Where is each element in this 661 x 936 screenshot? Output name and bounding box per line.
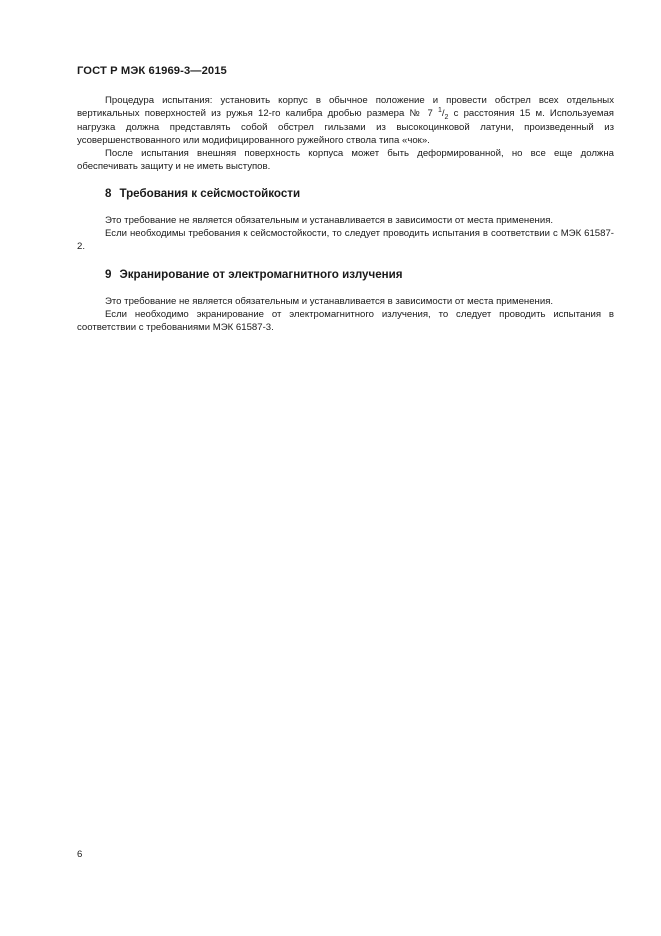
test-procedure-text-end: с расстояния 15 м. Используемая нагрузка должна представлять собой обстрел гильзами из высокоцинковой латуни, произведенный из усовершенствованного или модифицированного ружейного ствола типа «чок». bbox=[77, 108, 614, 146]
fraction-denominator: 2 bbox=[444, 114, 449, 122]
fraction-separator: / bbox=[441, 108, 445, 120]
section-8-paragraph-2: Если необходимы требования к сейсмостойкости, то следует проводить испытания в соответствии с МЭК 61587-2. bbox=[77, 228, 614, 253]
document-header: ГОСТ Р МЭК 61969-3—2015 bbox=[77, 65, 227, 77]
document-body bbox=[77, 94, 614, 335]
section-9-number: 9 bbox=[105, 267, 112, 281]
section-9-paragraph-2: Если необходимо экранирование от электромагнитного излучения, то следует проводить испытания в соответствии с требованиями МЭК 61587-3. bbox=[77, 308, 614, 334]
section-9-heading bbox=[77, 268, 614, 282]
section-9-title: Экранирование от электромагнитного излучения bbox=[119, 267, 403, 281]
fraction-numerator: 1 bbox=[437, 107, 442, 115]
after-test-paragraph: После испытания внешняя поверхность корпуса может быть деформированной, но все еще должна обеспечивать защиту и не иметь выступов. bbox=[77, 148, 614, 173]
section-8-title: Требования к сейсмостойкости bbox=[119, 186, 301, 200]
section-8-paragraph-1: Это требование не является обязательным и устанавливается в зависимости от места применения. bbox=[105, 214, 554, 226]
page-number: 6 bbox=[77, 849, 83, 860]
test-procedure-text-start: Процедура испытания: установить корпус в обычное положение и провести обстрел всех отдельных вертикальных поверхностей из ружья 12-го калибра дробью размера № 7 bbox=[77, 95, 614, 120]
section-8-heading bbox=[77, 187, 614, 201]
test-procedure-paragraph bbox=[77, 94, 614, 147]
section-9-paragraph-1: Это требование не является обязательным и устанавливается в зависимости от места применения. bbox=[105, 295, 554, 307]
section-8-number: 8 bbox=[105, 186, 112, 200]
